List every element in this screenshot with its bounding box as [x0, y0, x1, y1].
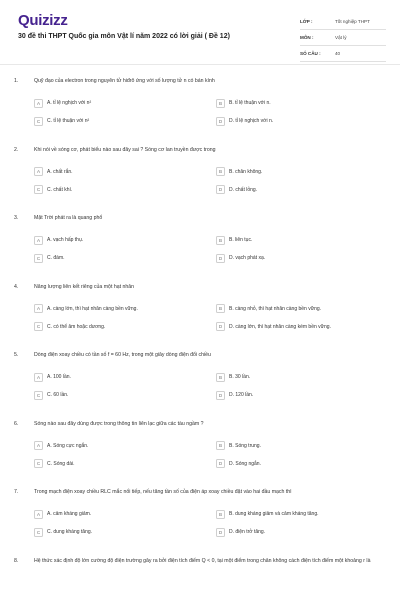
question-item	[14, 489, 390, 558]
answer-option-b[interactable]	[216, 440, 388, 452]
question-item	[14, 147, 390, 216]
question-item	[14, 215, 390, 284]
option-letter-box: B	[216, 236, 225, 245]
answer-options	[34, 303, 390, 333]
question-text: Hệ thức xác định độ lớn cường độ điện trường gây ra bởi điện tích điểm Q < 0, tại một điểm trong chân không cách điện tích điểm một khoảng r là	[34, 557, 371, 564]
question-header	[14, 558, 390, 576]
option-text: B. dung kháng giảm và cảm kháng tăng.	[229, 511, 319, 517]
answer-option-b[interactable]	[216, 166, 388, 178]
meta-table	[300, 14, 386, 62]
option-letter-box: B	[216, 99, 225, 108]
question-number: 5.	[14, 352, 19, 358]
option-text: C. có thể âm hoặc dương.	[47, 323, 106, 330]
option-text: B. 30 lần.	[229, 374, 251, 380]
answer-options	[34, 166, 390, 196]
meta-label: MÔN :	[300, 35, 314, 40]
question-number: 8.	[14, 557, 19, 564]
question-number: 3.	[14, 215, 19, 221]
option-text: D. Sóng ngắn.	[229, 460, 261, 467]
option-text: B. liên tục.	[229, 237, 253, 243]
meta-value: Vật lý	[335, 35, 347, 40]
answer-option-b[interactable]	[216, 508, 388, 520]
answer-option-a[interactable]	[34, 97, 216, 109]
option-text: C. tỉ lệ thuận với n²	[47, 118, 90, 124]
meta-label: LỚP :	[300, 19, 313, 24]
option-text: C. đám.	[47, 255, 65, 261]
option-letter-box: C	[34, 254, 43, 263]
meta-value: Tốt nghiệp THPT	[335, 19, 370, 24]
option-text: A. chất rắn.	[47, 168, 73, 175]
option-letter-box: A	[34, 304, 43, 313]
document-title: 30 đề thi THPT Quốc gia môn Vật lí năm 2022 có lời giải ( Đề 12)	[18, 33, 230, 40]
answer-option-c[interactable]	[34, 252, 216, 264]
question-header	[14, 421, 390, 435]
answer-option-a[interactable]	[34, 234, 216, 246]
option-letter-box: D	[216, 185, 225, 194]
option-text: A. 100 lần.	[47, 374, 71, 380]
question-text: Sóng nào sau đây dùng được trong thông tin liên lạc giữa các tàu ngầm ?	[34, 420, 204, 427]
meta-value: 40	[335, 51, 341, 56]
option-letter-box: D	[216, 528, 225, 537]
question-text: Mặt Trời phát ra là quang phổ	[34, 215, 103, 221]
question-number: 1.	[14, 78, 19, 84]
question-number: 2.	[14, 146, 19, 153]
meta-row-count	[300, 46, 386, 62]
answer-option-b[interactable]	[216, 234, 388, 246]
option-letter-box: D	[216, 391, 225, 400]
option-text: D. càng lớn, thì hạt nhân càng kém bền vững.	[229, 323, 331, 330]
answer-option-c[interactable]	[34, 115, 216, 127]
option-letter-box: C	[34, 459, 43, 468]
option-letter-box: C	[34, 528, 43, 537]
answer-option-d[interactable]	[216, 321, 388, 333]
answer-option-d[interactable]	[216, 115, 388, 127]
question-text: Năng lượng liên kết riêng của một hạt nhân	[34, 283, 135, 290]
question-number: 4.	[14, 283, 19, 290]
answer-option-d[interactable]	[216, 389, 388, 401]
answer-option-d[interactable]	[216, 184, 388, 196]
answer-options	[34, 508, 390, 538]
option-text: C. dung kháng tăng.	[47, 529, 93, 535]
answer-option-c[interactable]	[34, 389, 216, 401]
answer-option-a[interactable]	[34, 440, 216, 452]
option-letter-box: A	[34, 510, 43, 519]
question-text: Trong mạch điện xoay chiều RLC mắc nối tiếp, nếu tăng tần số của điện áp xoay chiều đặt vào hai đầu mạch thì	[34, 489, 292, 495]
question-number: 6.	[14, 420, 19, 427]
question-header	[14, 78, 390, 92]
question-list	[14, 78, 390, 600]
answer-option-d[interactable]	[216, 458, 388, 470]
option-text: B. Sóng trung.	[229, 442, 261, 449]
option-text: C. 60 lần.	[47, 392, 69, 398]
option-letter-box: B	[216, 373, 225, 382]
answer-options	[34, 371, 390, 401]
option-letter-box: C	[34, 322, 43, 331]
question-item	[14, 421, 390, 490]
answer-option-b[interactable]	[216, 97, 388, 109]
answer-option-d[interactable]	[216, 252, 388, 264]
question-header	[14, 147, 390, 161]
option-text: C. chất khí.	[47, 186, 73, 193]
option-letter-box: C	[34, 117, 43, 126]
question-item	[14, 352, 390, 421]
option-letter-box: D	[216, 459, 225, 468]
question-header	[14, 489, 390, 503]
meta-row-subject	[300, 30, 386, 46]
answer-option-a[interactable]	[34, 371, 216, 383]
option-letter-box: A	[34, 236, 43, 245]
option-text: D. chất lỏng.	[229, 186, 258, 193]
question-header	[14, 284, 390, 298]
question-item	[14, 284, 390, 353]
answer-option-c[interactable]	[34, 184, 216, 196]
answer-options	[34, 97, 390, 127]
option-text: D. 120 lần.	[229, 392, 254, 398]
option-text: D. tỉ lệ nghịch với n.	[229, 118, 274, 124]
answer-option-b[interactable]	[216, 371, 388, 383]
option-letter-box: A	[34, 373, 43, 382]
question-text: Dòng điện xoay chiều có tần số f = 60 Hz, trong một giây dòng điện đổi chiều	[34, 352, 211, 358]
quizizz-logo: Quizizz	[18, 12, 68, 29]
question-text: Khi nói về sóng cơ, phát biểu nào sau đây sai ? Sóng cơ lan truyền được trong	[34, 146, 216, 153]
option-text: A. vạch hấp thụ.	[47, 237, 84, 243]
option-text: A. tỉ lệ nghịch với n²	[47, 100, 92, 106]
option-text: A. Sóng cực ngắn.	[47, 442, 89, 449]
question-header	[14, 352, 390, 366]
option-text: C. Sóng dài.	[47, 460, 75, 467]
question-number: 7.	[14, 489, 19, 495]
option-text: B. càng nhỏ, thì hạt nhân càng bền vững.	[229, 305, 322, 312]
answer-option-d[interactable]	[216, 526, 388, 538]
question-text: Quỹ đạo của electron trong nguyên tử hiđrô ứng với số lượng tử n có bán kính	[34, 78, 215, 84]
answer-option-b[interactable]	[216, 303, 388, 315]
option-letter-box: C	[34, 391, 43, 400]
question-item	[14, 78, 390, 147]
option-text: B. chân không.	[229, 168, 263, 175]
answer-option-c[interactable]	[34, 526, 216, 538]
option-letter-box: D	[216, 322, 225, 331]
option-letter-box: C	[34, 185, 43, 194]
meta-row-class	[300, 14, 386, 30]
answer-option-c[interactable]	[34, 458, 216, 470]
option-text: D. điện trở tăng.	[229, 529, 266, 535]
question-item	[14, 558, 390, 600]
option-letter-box: B	[216, 304, 225, 313]
option-letter-box: A	[34, 167, 43, 176]
option-text: A. cảm kháng giảm.	[47, 511, 92, 517]
option-letter-box: D	[216, 117, 225, 126]
option-letter-box: B	[216, 441, 225, 450]
answer-option-c[interactable]	[34, 321, 216, 333]
option-letter-box: A	[34, 99, 43, 108]
option-text: A. càng lớn, thì hạt nhân càng bền vững.	[47, 305, 138, 312]
option-text: D. vạch phát xạ.	[229, 255, 266, 261]
question-header	[14, 215, 390, 229]
answer-option-a[interactable]	[34, 303, 216, 315]
option-text: B. tỉ lệ thuận với n.	[229, 100, 271, 106]
header-divider	[0, 64, 400, 65]
answer-options	[34, 234, 390, 264]
option-letter-box: B	[216, 510, 225, 519]
answer-options	[34, 440, 390, 470]
option-letter-box: A	[34, 441, 43, 450]
answer-option-a[interactable]	[34, 166, 216, 178]
answer-option-a[interactable]	[34, 508, 216, 520]
meta-label: SỐ CÂU :	[300, 51, 321, 56]
option-letter-box: D	[216, 254, 225, 263]
option-letter-box: B	[216, 167, 225, 176]
